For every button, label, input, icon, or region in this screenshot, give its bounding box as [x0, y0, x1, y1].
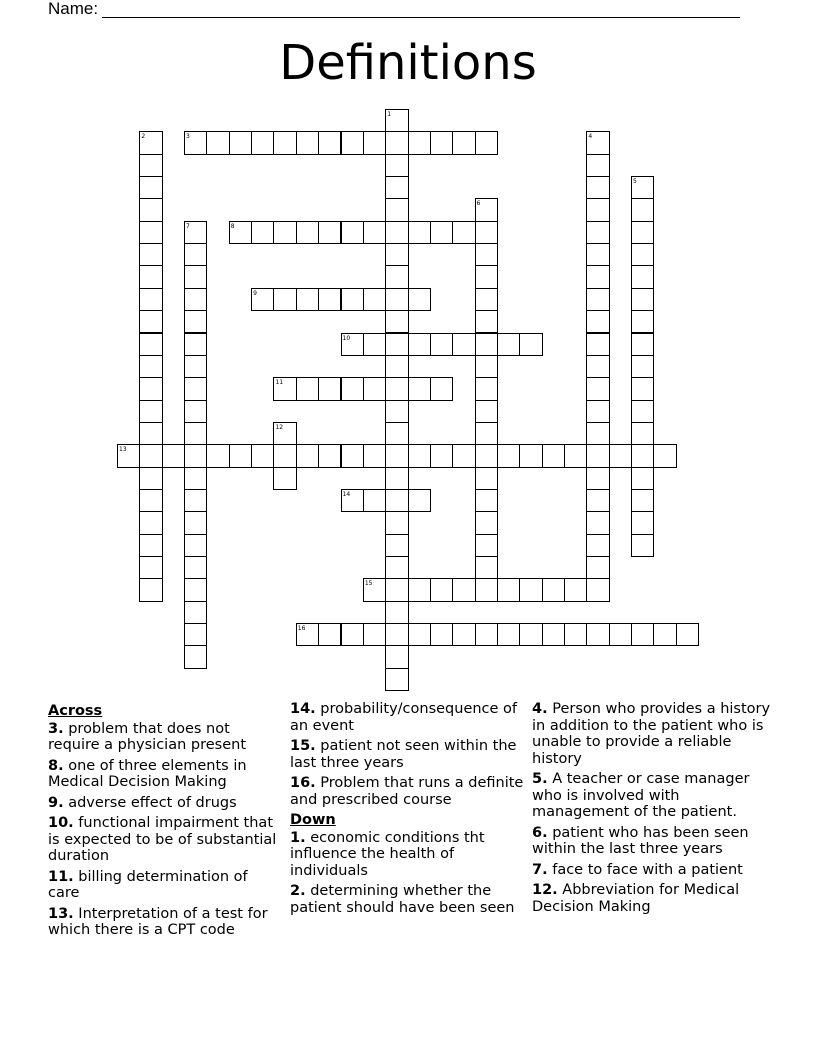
- grid-cell[interactable]: [184, 601, 207, 624]
- grid-cell[interactable]: [497, 444, 520, 467]
- cell-number: 3: [186, 133, 190, 141]
- clue-number: 9.: [48, 794, 64, 811]
- grid-cell[interactable]: [475, 534, 498, 557]
- grid-cell[interactable]: [184, 355, 207, 378]
- name-label: Name:: [48, 0, 99, 18]
- cell-number: 2: [141, 133, 146, 141]
- grid-cell[interactable]: [385, 578, 408, 601]
- grid-cell[interactable]: [408, 377, 431, 400]
- grid-cell[interactable]: [385, 377, 408, 400]
- clue-item: [532, 825, 772, 858]
- grid-cell[interactable]: [631, 400, 654, 423]
- grid-cell[interactable]: [273, 422, 296, 445]
- grid-cell[interactable]: [184, 556, 207, 579]
- grid-cell[interactable]: [385, 645, 408, 668]
- grid-cell[interactable]: [519, 623, 542, 646]
- clue-number: 12.: [532, 882, 558, 898]
- grid-cell[interactable]: [363, 489, 386, 512]
- grid-cell[interactable]: [363, 288, 386, 311]
- grid-cell[interactable]: [430, 623, 453, 646]
- clue-item: [48, 795, 280, 812]
- grid-cell[interactable]: [139, 444, 162, 467]
- page-title: Definitions: [279, 35, 537, 91]
- grid-cell[interactable]: [542, 623, 565, 646]
- grid-cell[interactable]: [341, 221, 364, 244]
- clue-number: 2.: [290, 883, 306, 899]
- clue-item: [532, 701, 772, 767]
- clue-number: 11.: [48, 868, 74, 885]
- grid-cell[interactable]: [653, 444, 676, 467]
- grid-cell[interactable]: [184, 333, 207, 356]
- grid-cell[interactable]: [475, 422, 498, 445]
- grid-cell[interactable]: [385, 288, 408, 311]
- grid-cell[interactable]: [139, 243, 162, 266]
- grid-cell[interactable]: [385, 400, 408, 423]
- grid-cell[interactable]: [609, 444, 632, 467]
- grid-cell[interactable]: [385, 623, 408, 646]
- grid-cell[interactable]: [273, 377, 296, 400]
- clues-column-3: [532, 701, 772, 919]
- clue-number: 15.: [290, 738, 316, 754]
- grid-cell[interactable]: [363, 221, 386, 244]
- grid-cell[interactable]: [139, 198, 162, 221]
- grid-cell[interactable]: [139, 355, 162, 378]
- grid-cell[interactable]: [184, 623, 207, 646]
- clue-item: [290, 701, 525, 734]
- grid-cell[interactable]: [385, 355, 408, 378]
- grid-cell[interactable]: [586, 131, 609, 154]
- grid-cell[interactable]: [385, 511, 408, 534]
- clue-text: face to face with a patient: [547, 861, 743, 878]
- clue-number: 1.: [290, 829, 306, 846]
- grid-cell[interactable]: [475, 444, 498, 467]
- grid-cell[interactable]: [497, 333, 520, 356]
- grid-cell[interactable]: [586, 265, 609, 288]
- grid-cell[interactable]: [475, 265, 498, 288]
- grid-cell[interactable]: [631, 176, 654, 199]
- grid-cell[interactable]: [184, 288, 207, 311]
- grid-cell[interactable]: [318, 288, 341, 311]
- clue-text: probability/consequence of an event: [290, 701, 518, 734]
- grid-cell[interactable]: [385, 333, 408, 356]
- grid-cell[interactable]: [139, 131, 162, 154]
- grid-cell[interactable]: [430, 221, 453, 244]
- clue-text: functional impairment that is expected to be of substantial duration: [48, 815, 277, 864]
- clue-number: 16.: [290, 775, 316, 791]
- cell-number: 5: [633, 178, 637, 186]
- cell-number: 1: [387, 111, 392, 118]
- grid-cell[interactable]: [586, 489, 609, 512]
- grid-cell[interactable]: [452, 221, 475, 244]
- clue-number: 4.: [532, 701, 548, 717]
- clue-item: [290, 830, 525, 880]
- grid-cell[interactable]: [631, 333, 654, 356]
- cell-number: 14: [342, 490, 351, 498]
- cell-number: 7: [186, 222, 190, 230]
- grid-cell[interactable]: [273, 444, 296, 467]
- clue-number: 10.: [48, 815, 74, 831]
- clue-number: 8.: [48, 757, 64, 774]
- grid-cell[interactable]: [363, 333, 386, 356]
- clue-item: [48, 815, 280, 865]
- clue-item: [48, 721, 280, 754]
- cell-number: 13: [119, 446, 127, 454]
- grid-cell[interactable]: [341, 444, 364, 467]
- grid-cell[interactable]: [296, 288, 319, 311]
- grid-cell[interactable]: [475, 288, 498, 311]
- grid-cell[interactable]: [631, 243, 654, 266]
- grid-cell[interactable]: [452, 578, 475, 601]
- grid-cell[interactable]: [631, 623, 654, 646]
- grid-cell[interactable]: [385, 131, 408, 154]
- grid-cell[interactable]: [408, 623, 431, 646]
- grid-cell[interactable]: [184, 645, 207, 668]
- across-clue-list: [48, 721, 280, 939]
- grid-cell[interactable]: [341, 489, 364, 512]
- grid-cell[interactable]: [475, 511, 498, 534]
- grid-cell[interactable]: [408, 578, 431, 601]
- clue-number: 7.: [532, 861, 548, 878]
- grid-cell[interactable]: [206, 444, 229, 467]
- grid-cell[interactable]: [385, 265, 408, 288]
- grid-cell[interactable]: [586, 578, 609, 601]
- grid-cell[interactable]: [631, 511, 654, 534]
- grid-cell[interactable]: [452, 333, 475, 356]
- grid-cell[interactable]: [475, 377, 498, 400]
- clue-text: Abbreviation for Medical Decision Making: [532, 882, 740, 915]
- grid-cell[interactable]: [341, 288, 364, 311]
- grid-cell[interactable]: [251, 444, 274, 467]
- grid-cell[interactable]: [184, 310, 207, 333]
- grid-cell[interactable]: [341, 333, 364, 356]
- grid-cell[interactable]: [631, 288, 654, 311]
- grid-cell[interactable]: [475, 333, 498, 356]
- grid-cell[interactable]: [139, 333, 162, 356]
- across-clue-list-continued: [290, 701, 525, 808]
- clue-item: [290, 738, 525, 771]
- grid-cell[interactable]: [631, 265, 654, 288]
- cell-number: 9: [253, 289, 257, 297]
- clue-text: determining whether the patient should have been seen: [290, 883, 515, 916]
- grid-cell[interactable]: [631, 221, 654, 244]
- grid-cell[interactable]: [586, 288, 609, 311]
- grid-cell[interactable]: [519, 444, 542, 467]
- grid-cell[interactable]: [385, 601, 408, 624]
- grid-cell[interactable]: [564, 444, 587, 467]
- grid-cell[interactable]: [475, 198, 498, 221]
- grid-cell[interactable]: [206, 131, 229, 154]
- clue-text: Interpretation of a test for which there is a CPT code: [48, 905, 268, 938]
- cell-number: 15: [364, 580, 373, 588]
- grid-cell[interactable]: [363, 444, 386, 467]
- cell-number: 16: [297, 625, 306, 633]
- grid-cell[interactable]: [363, 623, 386, 646]
- grid-cell[interactable]: [139, 221, 162, 244]
- grid-cell[interactable]: [631, 310, 654, 333]
- grid-cell[interactable]: [229, 221, 252, 244]
- grid-cell[interactable]: [497, 578, 520, 601]
- grid-cell[interactable]: [586, 511, 609, 534]
- grid-cell[interactable]: [653, 623, 676, 646]
- clue-item: [290, 883, 525, 916]
- grid-cell[interactable]: [385, 154, 408, 177]
- grid-cell[interactable]: [586, 198, 609, 221]
- grid-cell[interactable]: [475, 467, 498, 490]
- grid-cell[interactable]: [184, 221, 207, 244]
- grid-cell[interactable]: [542, 444, 565, 467]
- cell-number: 4: [588, 133, 593, 141]
- grid-cell[interactable]: [251, 131, 274, 154]
- grid-cell[interactable]: [475, 221, 498, 244]
- grid-cell[interactable]: [251, 288, 274, 311]
- cell-number: 8: [230, 222, 235, 230]
- clue-item: [532, 771, 772, 821]
- grid-cell[interactable]: [363, 578, 386, 601]
- grid-cell[interactable]: [631, 422, 654, 445]
- grid-cell[interactable]: [430, 131, 453, 154]
- grid-cell[interactable]: [475, 355, 498, 378]
- clue-item: [48, 906, 280, 939]
- grid-cell[interactable]: [139, 154, 162, 177]
- grid-cell[interactable]: [475, 243, 498, 266]
- grid-cell[interactable]: [475, 400, 498, 423]
- grid-cell[interactable]: [139, 288, 162, 311]
- clues-column-2: [290, 701, 525, 920]
- grid-cell[interactable]: [139, 400, 162, 423]
- grid-cell[interactable]: [408, 288, 431, 311]
- clue-item: [48, 758, 280, 791]
- grid-cell[interactable]: [519, 333, 542, 356]
- clue-text: adverse effect of drugs: [63, 794, 237, 811]
- clue-text: patient who has been seen within the last three years: [532, 824, 749, 857]
- grid-cell[interactable]: [139, 310, 162, 333]
- clue-number: 3.: [48, 720, 64, 737]
- grid-cell[interactable]: [497, 623, 520, 646]
- grid-cell[interactable]: [586, 623, 609, 646]
- grid-cell[interactable]: [184, 467, 207, 490]
- grid-cell[interactable]: [184, 377, 207, 400]
- grid-cell[interactable]: [139, 265, 162, 288]
- grid-cell[interactable]: [184, 578, 207, 601]
- grid-cell[interactable]: [385, 444, 408, 467]
- across-heading: Across: [48, 703, 103, 719]
- clue-item: [290, 775, 525, 808]
- grid-cell[interactable]: [273, 467, 296, 490]
- grid-cell[interactable]: [385, 221, 408, 244]
- cell-number: 10: [342, 334, 351, 342]
- grid-cell[interactable]: [586, 444, 609, 467]
- clue-text: billing determination of care: [48, 868, 248, 901]
- grid-cell[interactable]: [586, 377, 609, 400]
- cell-number: 6: [476, 200, 481, 208]
- grid-cell[interactable]: [475, 489, 498, 512]
- grid-cell[interactable]: [273, 131, 296, 154]
- grid-cell[interactable]: [318, 221, 341, 244]
- grid-cell[interactable]: [430, 444, 453, 467]
- grid-cell[interactable]: [184, 243, 207, 266]
- grid-cell[interactable]: [676, 623, 699, 646]
- grid-cell[interactable]: [184, 422, 207, 445]
- grid-cell[interactable]: [408, 333, 431, 356]
- grid-cell[interactable]: [631, 198, 654, 221]
- grid-cell[interactable]: [586, 556, 609, 579]
- grid-cell[interactable]: [430, 333, 453, 356]
- grid-cell[interactable]: [162, 444, 185, 467]
- grid-cell[interactable]: [631, 534, 654, 557]
- grid-cell[interactable]: [408, 444, 431, 467]
- grid-cell[interactable]: [385, 243, 408, 266]
- clue-item: [48, 869, 280, 902]
- grid-cell[interactable]: [296, 623, 319, 646]
- grid-cell[interactable]: [139, 578, 162, 601]
- grid-cell[interactable]: [139, 176, 162, 199]
- down-heading: Down: [290, 812, 336, 828]
- clue-number: 13.: [48, 905, 74, 922]
- grid-cell[interactable]: [385, 422, 408, 445]
- grid-cell[interactable]: [296, 131, 319, 154]
- grid-cell[interactable]: [408, 131, 431, 154]
- grid-cell[interactable]: [452, 444, 475, 467]
- grid-cell[interactable]: [184, 131, 207, 154]
- grid-cell[interactable]: [475, 556, 498, 579]
- grid-cell[interactable]: [475, 310, 498, 333]
- grid-cell[interactable]: [564, 623, 587, 646]
- grid-cell[interactable]: [475, 131, 498, 154]
- grid-cell[interactable]: [341, 623, 364, 646]
- grid-cell[interactable]: [139, 422, 162, 445]
- grid-cell[interactable]: [542, 578, 565, 601]
- grid-cell[interactable]: [586, 154, 609, 177]
- grid-cell[interactable]: [184, 489, 207, 512]
- down-clue-list: [290, 830, 525, 917]
- grid-cell[interactable]: [341, 131, 364, 154]
- clue-text: problem that does not require a physician present: [48, 720, 247, 753]
- grid-cell[interactable]: [139, 489, 162, 512]
- grid-cell[interactable]: [385, 176, 408, 199]
- grid-cell[interactable]: [408, 489, 431, 512]
- clue-text: Problem that runs a definite and prescribed course: [290, 775, 524, 808]
- grid-cell[interactable]: [385, 668, 408, 691]
- clue-text: Person who provides a history in addition to the patient who is unable to provide a reliable history: [532, 701, 771, 767]
- grid-cell[interactable]: [452, 623, 475, 646]
- grid-cell[interactable]: [385, 556, 408, 579]
- grid-cell[interactable]: [318, 377, 341, 400]
- grid-cell[interactable]: [385, 489, 408, 512]
- cell-number: 12: [275, 423, 284, 431]
- grid-cell[interactable]: [184, 265, 207, 288]
- grid-cell[interactable]: [564, 578, 587, 601]
- grid-cell[interactable]: [385, 109, 408, 132]
- grid-cell[interactable]: [296, 221, 319, 244]
- grid-cell[interactable]: [385, 198, 408, 221]
- grid-cell[interactable]: [586, 243, 609, 266]
- grid-cell[interactable]: [609, 623, 632, 646]
- clue-text: economic conditions tht influence the health of individuals: [290, 829, 485, 879]
- grid-cell[interactable]: [408, 221, 431, 244]
- grid-cell[interactable]: [586, 422, 609, 445]
- grid-cell[interactable]: [586, 310, 609, 333]
- grid-cell[interactable]: [184, 400, 207, 423]
- grid-cell[interactable]: [631, 444, 654, 467]
- grid-cell[interactable]: [229, 131, 252, 154]
- grid-cell[interactable]: [184, 534, 207, 557]
- grid-cell[interactable]: [229, 444, 252, 467]
- grid-cell[interactable]: [273, 221, 296, 244]
- grid-cell[interactable]: [318, 131, 341, 154]
- grid-cell[interactable]: [139, 511, 162, 534]
- grid-cell[interactable]: [475, 578, 498, 601]
- grid-cell[interactable]: [139, 534, 162, 557]
- grid-cell[interactable]: [586, 534, 609, 557]
- grid-cell[interactable]: [631, 355, 654, 378]
- grid-cell[interactable]: [586, 176, 609, 199]
- clue-number: 5.: [532, 771, 548, 787]
- clue-text: A teacher or case manager who is involved with management of the patient.: [532, 771, 750, 820]
- grid-cell[interactable]: [430, 377, 453, 400]
- grid-cell[interactable]: [430, 578, 453, 601]
- clue-text: one of three elements in Medical Decision Making: [48, 757, 247, 790]
- grid-cell[interactable]: [318, 444, 341, 467]
- grid-cell[interactable]: [184, 444, 207, 467]
- grid-cell[interactable]: [475, 623, 498, 646]
- grid-cell[interactable]: [631, 377, 654, 400]
- clue-item: [532, 882, 772, 915]
- grid-cell[interactable]: [452, 131, 475, 154]
- grid-cell[interactable]: [341, 377, 364, 400]
- grid-cell[interactable]: [363, 131, 386, 154]
- grid-cell[interactable]: [139, 467, 162, 490]
- grid-cell[interactable]: [385, 310, 408, 333]
- grid-cell[interactable]: [519, 578, 542, 601]
- clue-number: 6.: [532, 824, 548, 841]
- grid-cell[interactable]: [385, 467, 408, 490]
- clue-item: [532, 862, 772, 879]
- grid-cell[interactable]: [318, 623, 341, 646]
- clue-number: 14.: [290, 701, 316, 717]
- grid-cell[interactable]: [385, 534, 408, 557]
- grid-cell[interactable]: [117, 444, 140, 467]
- grid-cell[interactable]: [363, 377, 386, 400]
- grid-cell[interactable]: [273, 288, 296, 311]
- clue-text: patient not seen within the last three years: [290, 738, 517, 771]
- grid-cell[interactable]: [586, 467, 609, 490]
- grid-cell[interactable]: [184, 511, 207, 534]
- grid-cell[interactable]: [586, 221, 609, 244]
- grid-cell[interactable]: [631, 467, 654, 490]
- grid-cell[interactable]: [586, 333, 609, 356]
- grid-cell[interactable]: [631, 489, 654, 512]
- grid-cell[interactable]: [296, 444, 319, 467]
- grid-cell[interactable]: [296, 377, 319, 400]
- grid-cell[interactable]: [586, 400, 609, 423]
- grid-cell[interactable]: [586, 355, 609, 378]
- grid-cell[interactable]: [139, 556, 162, 579]
- grid-cell[interactable]: [251, 221, 274, 244]
- cell-number: 11: [275, 379, 284, 387]
- grid-cell[interactable]: [139, 377, 162, 400]
- clues-column-1: [48, 701, 280, 943]
- down-clue-list-continued: [532, 701, 772, 915]
